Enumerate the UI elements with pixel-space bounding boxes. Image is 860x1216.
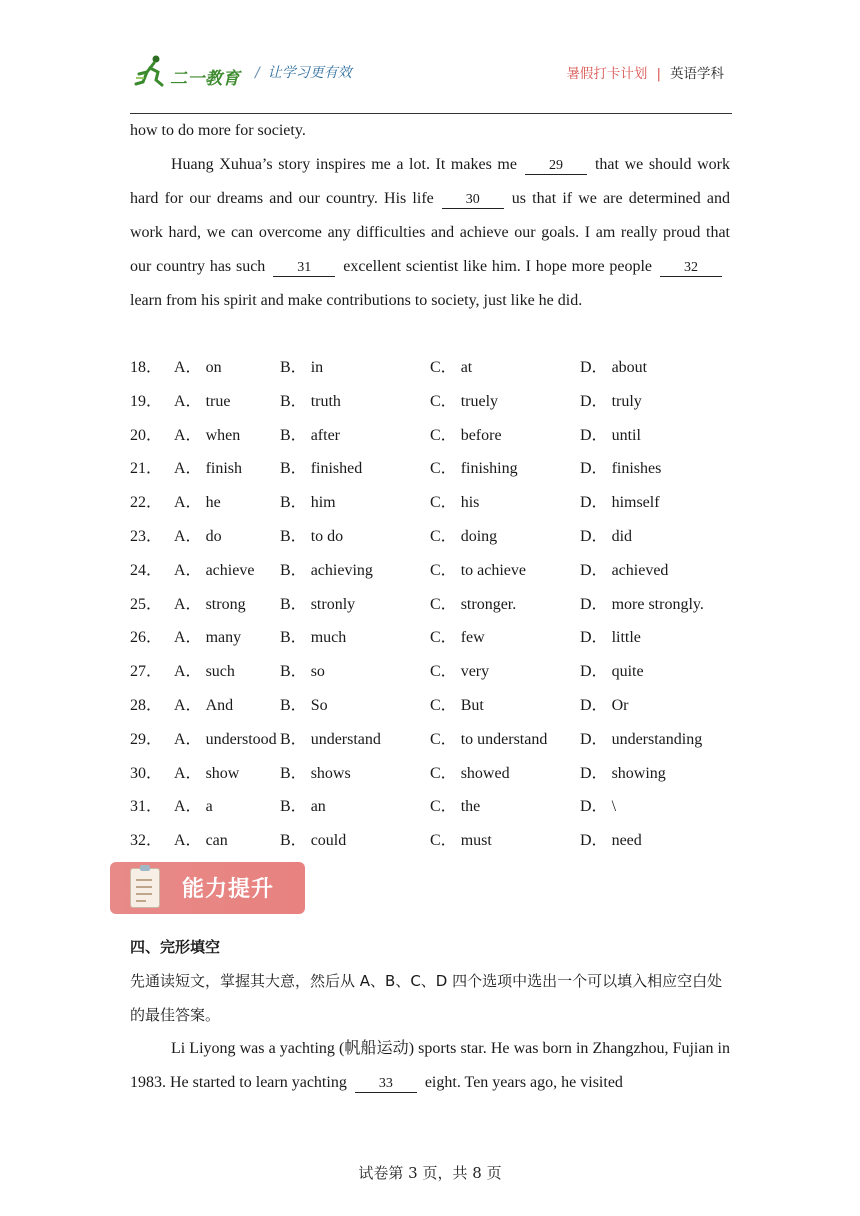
option-text: finishes: [611, 460, 662, 478]
question-number: 19．: [130, 392, 163, 410]
option-letter: D．: [580, 494, 608, 512]
option-text: about: [611, 359, 648, 376]
question-row: [130, 588, 730, 622]
option-text: understand: [310, 730, 381, 748]
option-b: [280, 554, 373, 588]
option-letter: A．: [174, 494, 202, 512]
option-letter: C．: [430, 798, 457, 816]
option-letter: B．: [280, 764, 307, 782]
passage-text: learn from his spirit and make contributions to society, just like he did.: [130, 292, 583, 309]
passage-text: excellent scientist like him. I hope more people: [343, 258, 652, 275]
option-letter: A．: [174, 359, 202, 376]
option-text: when: [205, 426, 241, 444]
option-letter: B．: [280, 392, 307, 410]
option-letter: B．: [280, 527, 307, 545]
option-text: very: [460, 663, 490, 681]
option-text: did: [611, 527, 633, 545]
option-a: [174, 520, 222, 554]
document-icon: [130, 868, 160, 908]
option-text: achieve: [205, 561, 255, 579]
page-header: [130, 52, 732, 114]
option-text: many: [205, 629, 242, 647]
option-text: much: [310, 629, 347, 647]
option-letter: A．: [174, 392, 202, 410]
option-letter: A．: [174, 527, 202, 545]
option-b: [280, 385, 341, 419]
question-number: 21．: [130, 460, 163, 478]
option-letter: A．: [174, 663, 202, 681]
option-text: showing: [611, 764, 666, 782]
option-letter: D．: [580, 832, 608, 850]
option-b: [280, 655, 325, 689]
option-letter: C．: [430, 426, 457, 444]
option-text: must: [460, 832, 492, 850]
option-letter: B．: [280, 663, 307, 681]
option-text: quite: [611, 663, 644, 681]
option-a: [174, 655, 235, 689]
option-d: [580, 588, 704, 622]
option-text: need: [611, 832, 642, 850]
option-d: [580, 689, 628, 723]
option-text: he: [205, 494, 221, 512]
logo: [134, 54, 244, 90]
option-letter: D．: [580, 359, 608, 376]
question-row: [130, 486, 730, 520]
option-text: so: [310, 663, 325, 681]
option-letter: C．: [430, 595, 457, 613]
question-row: [130, 621, 730, 655]
option-d: [580, 486, 660, 520]
option-letter: C．: [430, 460, 457, 478]
question-row: [130, 385, 730, 419]
option-d: [580, 757, 666, 791]
question-row: [130, 419, 730, 453]
question-row: [130, 790, 730, 824]
option-b: [280, 824, 346, 858]
question-row: [130, 655, 730, 689]
option-a: [174, 723, 277, 757]
passage-line: how to do more for society.: [130, 122, 306, 139]
question-row: [130, 723, 730, 757]
option-a: [174, 554, 254, 588]
option-text: do: [205, 527, 222, 545]
option-text: And: [205, 696, 234, 714]
question-number: 31．: [130, 798, 163, 816]
plan-label: 暑假打卡计划: [566, 66, 648, 82]
option-b: [280, 486, 336, 520]
blank-31: 31: [273, 259, 335, 277]
option-text: \: [611, 798, 617, 816]
header-right: [566, 62, 724, 82]
question-row: [130, 757, 730, 791]
option-letter: D．: [580, 460, 608, 478]
option-letter: C．: [430, 730, 457, 748]
option-letter: D．: [580, 426, 608, 444]
option-a: [174, 790, 213, 824]
option-text: to understand: [460, 730, 548, 748]
option-d: [580, 554, 668, 588]
option-c: [430, 723, 547, 757]
option-letter: B．: [280, 359, 307, 376]
question-row: [130, 824, 730, 858]
option-d: [580, 452, 661, 486]
question-number: 20．: [130, 426, 163, 444]
blank-33: 33: [355, 1075, 417, 1093]
question-number: 18．: [130, 359, 163, 376]
question-number: 23．: [130, 527, 163, 545]
option-letter: A．: [174, 426, 202, 444]
option-text: a: [205, 798, 213, 816]
option-b: [280, 351, 323, 385]
option-text: strong: [205, 595, 246, 613]
option-d: [580, 419, 641, 453]
option-letter: C．: [430, 527, 457, 545]
option-letter: B．: [280, 460, 307, 478]
option-b: [280, 689, 328, 723]
section-banner: [110, 862, 305, 914]
passage-text: Huang Xuhua’s story inspires me a lot. It makes me: [171, 156, 517, 173]
option-letter: A．: [174, 595, 202, 613]
option-c: [430, 452, 518, 486]
option-c: [430, 419, 502, 453]
section-instruction: 先通读短文，掌握其大意，然后从 A、B、C、D 四个选项中选出一个可以填入相应空白处的最佳答案。: [130, 972, 723, 1024]
running-man-icon: [134, 54, 170, 88]
option-b: [280, 588, 355, 622]
option-letter: B．: [280, 494, 307, 512]
option-letter: C．: [430, 494, 457, 512]
question-row: [130, 520, 730, 554]
option-letter: D．: [580, 629, 608, 647]
option-text: But: [460, 696, 484, 714]
option-text: finish: [205, 460, 243, 478]
option-letter: B．: [280, 798, 307, 816]
option-text: in: [310, 359, 324, 376]
option-letter: A．: [174, 798, 202, 816]
option-letter: D．: [580, 764, 608, 782]
passage-text: eight. Ten years ago, he visited: [424, 1074, 623, 1091]
option-c: [430, 520, 497, 554]
question-row: [130, 689, 730, 723]
option-letter: A．: [174, 832, 202, 850]
option-text: So: [310, 696, 328, 714]
question-number: 24．: [130, 561, 163, 579]
option-text: few: [460, 629, 485, 647]
option-text: at: [460, 359, 473, 376]
option-text: understanding: [611, 730, 703, 748]
passage-paragraph: [130, 148, 730, 318]
option-letter: C．: [430, 629, 457, 647]
option-d: [580, 621, 641, 655]
passage-text: us that if we are determined and work hard, we can overcome any difficulties and achieve our goals. I am really proud that our country has such: [130, 190, 731, 275]
question-number: 29．: [130, 730, 163, 748]
option-letter: B．: [280, 832, 307, 850]
option-text: little: [611, 629, 641, 647]
subject-label: 英语学科: [670, 66, 724, 82]
question-number: 27．: [130, 663, 163, 681]
option-text: achieved: [611, 561, 669, 579]
option-d: [580, 385, 642, 419]
option-text: to do: [310, 527, 344, 545]
section-title: 四、完形填空: [130, 938, 221, 956]
option-text: more strongly.: [611, 595, 704, 613]
option-b: [280, 520, 343, 554]
option-text: true: [205, 392, 231, 410]
header-separator: |: [656, 66, 661, 82]
option-text: until: [611, 426, 641, 444]
option-b: [280, 790, 326, 824]
option-c: [430, 655, 489, 689]
option-d: [580, 790, 616, 824]
option-text: showed: [460, 764, 510, 782]
option-letter: C．: [430, 561, 457, 579]
option-letter: D．: [580, 561, 608, 579]
question-number: 30．: [130, 764, 163, 782]
option-c: [430, 385, 498, 419]
question-number: 22．: [130, 494, 163, 512]
option-letter: C．: [430, 663, 457, 681]
option-text: stronly: [310, 595, 356, 613]
option-a: [174, 621, 241, 655]
option-text: doing: [460, 527, 498, 545]
option-c: [430, 689, 484, 723]
option-letter: A．: [174, 730, 202, 748]
page-footer: 试卷第 3 页，共 8 页: [358, 1164, 502, 1182]
option-text: to achieve: [460, 561, 526, 579]
option-d: [580, 824, 642, 858]
passage: [130, 114, 730, 318]
option-letter: C．: [430, 392, 457, 410]
option-a: [174, 824, 228, 858]
slogan: / 让学习更有效: [255, 65, 352, 81]
option-d: [580, 723, 702, 757]
option-text: the: [460, 798, 481, 816]
option-text: stronger.: [460, 595, 517, 613]
question-row: [130, 452, 730, 486]
option-text: show: [205, 764, 240, 782]
option-letter: D．: [580, 595, 608, 613]
option-a: [174, 452, 242, 486]
passage-text: Li Liyong was a yachting (帆船运动) sports star. He was born in Zhangzhou, Fujian in 1983. He started to learn yachting: [130, 1040, 730, 1091]
option-b: [280, 452, 362, 486]
option-letter: D．: [580, 730, 608, 748]
option-c: [430, 824, 492, 858]
option-text: an: [310, 798, 326, 816]
question-number: 28．: [130, 696, 163, 714]
option-text: after: [310, 426, 340, 444]
option-letter: A．: [174, 696, 202, 714]
option-a: [174, 486, 221, 520]
question-row: [130, 554, 730, 588]
question-number: 32．: [130, 832, 163, 850]
option-letter: A．: [174, 764, 202, 782]
option-a: [174, 689, 233, 723]
option-letter: B．: [280, 426, 307, 444]
option-letter: B．: [280, 730, 307, 748]
option-text: him: [310, 494, 336, 512]
option-letter: C．: [430, 696, 457, 714]
question-number: 26．: [130, 629, 163, 647]
option-text: finished: [310, 460, 363, 478]
banner-title: 能力提升: [182, 877, 275, 902]
option-letter: A．: [174, 460, 202, 478]
option-letter: D．: [580, 392, 608, 410]
option-a: [174, 385, 230, 419]
option-b: [280, 723, 381, 757]
option-c: [430, 554, 526, 588]
slogan-text: 让学习更有效: [267, 65, 352, 81]
option-text: truly: [611, 392, 642, 410]
option-text: such: [205, 663, 235, 681]
option-letter: D．: [580, 798, 608, 816]
blank-32: 32: [660, 259, 722, 277]
cloze-section: [130, 930, 730, 1100]
option-letter: B．: [280, 629, 307, 647]
option-c: [430, 486, 479, 520]
option-d: [580, 351, 647, 385]
passage-text: that we should work hard for our dreams and our country. His life: [130, 156, 730, 207]
option-b: [280, 419, 340, 453]
option-letter: D．: [580, 527, 608, 545]
option-text: finishing: [460, 460, 518, 478]
option-text: understood: [205, 730, 277, 748]
option-text: could: [310, 832, 347, 850]
option-letter: B．: [280, 595, 307, 613]
option-b: [280, 621, 346, 655]
option-text: truely: [460, 392, 499, 410]
option-b: [280, 757, 351, 791]
question-options: [130, 351, 730, 858]
option-text: his: [460, 494, 480, 512]
option-text: truth: [310, 392, 341, 410]
option-letter: B．: [280, 561, 307, 579]
option-letter: D．: [580, 663, 608, 681]
option-letter: C．: [430, 764, 457, 782]
option-letter: C．: [430, 832, 457, 850]
option-a: [174, 588, 246, 622]
option-c: [430, 621, 485, 655]
option-text: achieving: [310, 561, 373, 579]
option-letter: D．: [580, 696, 608, 714]
option-a: [174, 757, 239, 791]
logo-text: 二一教育: [170, 69, 240, 89]
option-c: [430, 588, 516, 622]
option-letter: A．: [174, 561, 202, 579]
blank-30: 30: [442, 191, 504, 209]
option-text: Or: [611, 696, 629, 714]
option-a: [174, 351, 222, 385]
option-c: [430, 757, 510, 791]
cloze-paragraph: [130, 1032, 730, 1100]
option-text: shows: [310, 764, 351, 782]
option-letter: B．: [280, 696, 307, 714]
question-number: 25．: [130, 595, 163, 613]
option-text: can: [205, 832, 228, 850]
option-letter: A．: [174, 629, 202, 647]
option-letter: C．: [430, 359, 457, 376]
option-text: on: [205, 359, 222, 376]
blank-29: 29: [525, 157, 587, 175]
question-row: [130, 351, 730, 385]
option-text: himself: [611, 494, 660, 512]
option-d: [580, 655, 644, 689]
option-a: [174, 419, 240, 453]
option-text: before: [460, 426, 502, 444]
option-d: [580, 520, 632, 554]
option-c: [430, 790, 480, 824]
option-c: [430, 351, 472, 385]
